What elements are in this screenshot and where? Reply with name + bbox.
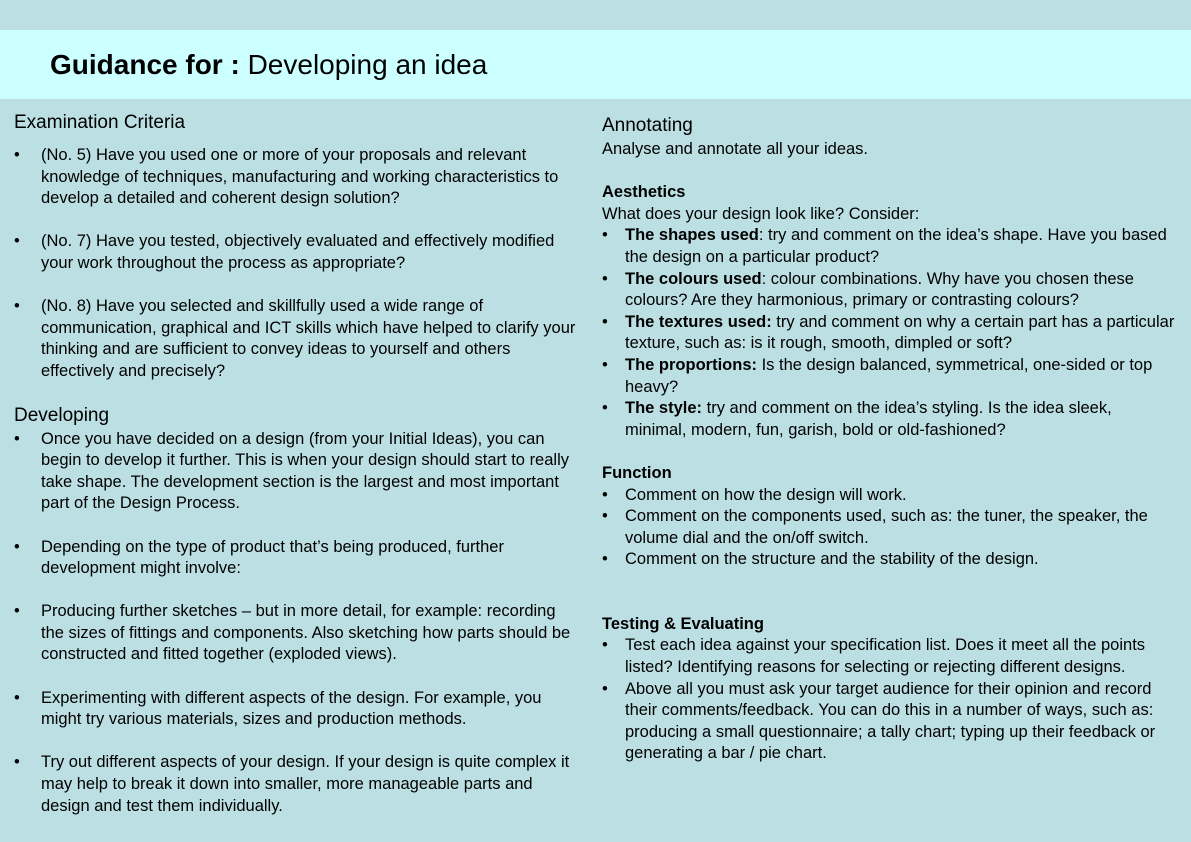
list-item: • Once you have decided on a design (from your Initial Ideas), you can begin to develop it further. This is when your design should start to really take shape. The development section is the largest and most important part of the Design Process.: [14, 429, 569, 513]
list-item: • (No. 7) Have you tested, objectively evaluated and effectively modified your work throughout the process as appropriate?: [14, 232, 555, 272]
bullet-icon: •: [14, 537, 20, 556]
bullet-icon: •: [14, 753, 20, 772]
page-title: Guidance for : Developing an idea: [50, 49, 488, 80]
bullet-icon: •: [14, 297, 20, 316]
list-item: • Producing further sketches – but in more detail, for example: recording the sizes of fittings and components. Also sketching how parts should be constructed and fitted together (exploded views).: [14, 602, 571, 664]
bullet-icon: •: [602, 679, 608, 698]
list-item: • The style: try and comment on the idea’s styling. Is the idea sleek, minimal, modern, fun, garish, bold or old-fashioned?: [602, 399, 1112, 439]
bullet-icon: •: [14, 602, 20, 621]
function-heading: Function: [602, 463, 672, 482]
list-item: • The colours used: colour combinations. Why have you chosen these colours? Are they harmonious, primary or contrasting colours?: [602, 269, 1134, 310]
list-item: • Test each idea against your specification list. Does it meet all the points listed? Identifying reasons for selecting or rejecting different designs.: [602, 636, 1146, 677]
annotating-heading: Annotating: [602, 115, 693, 136]
right-column: [602, 115, 1177, 765]
aesthetics-list: [602, 225, 1177, 441]
bullet-icon: •: [14, 688, 20, 707]
bullet-icon: •: [602, 226, 608, 245]
bullet-icon: •: [14, 146, 20, 164]
list-item: • Comment on the structure and the stability of the design.: [602, 549, 1177, 571]
list-item: • Comment on how the design will work.: [602, 485, 1177, 507]
annotating-text: Analyse and annotate all your ideas.: [602, 140, 869, 158]
list-item: • (No. 8) Have you selected and skillfully used a wide range of communication, graphical and ICT skills which have helped to clarify your thinking and are sufficient to convey ideas to yourself and others effectively and precisely?: [14, 297, 576, 380]
bullet-icon: •: [14, 429, 20, 448]
list-item: • The textures used: try and comment on why a certain part has a particular texture, such as: is it rough, smooth, dimpled or soft?: [602, 312, 1175, 353]
bullet-icon: •: [602, 399, 608, 418]
bullet-icon: •: [14, 232, 20, 251]
left-column: [14, 112, 579, 817]
bullet-icon: •: [602, 269, 608, 288]
bullet-icon: •: [602, 312, 608, 331]
list-item: • Comment on the components used, such as: the tuner, the speaker, the volume dial and the on/off switch.: [602, 507, 1148, 547]
list-item: • Depending on the type of product that’s being produced, further development might involve:: [14, 537, 504, 578]
aesthetics-intro: What does your design look like? Consider:: [602, 204, 920, 223]
aesthetics-heading: Aesthetics: [602, 183, 686, 202]
list-item: • Above all you must ask your target audience for their opinion and record their comments/feedback. You can do this in a number of ways, such as: producing a small questionnaire; a tally chart; typing up their feedback or generating a bar / pie chart.: [602, 679, 1156, 763]
list-item: • The shapes used: try and comment on the idea’s shape. Have you based the design on a particular product?: [602, 226, 1167, 266]
list-item: • Experimenting with different aspects of the design. For example, you might try various materials, sizes and production methods.: [14, 688, 542, 729]
bullet-icon: •: [602, 485, 608, 504]
bullet-icon: •: [602, 550, 608, 569]
criteria-heading: Examination Criteria: [14, 112, 186, 133]
list-item: • The proportions: Is the design balanced, symmetrical, one-sided or top heavy?: [602, 355, 1153, 396]
bullet-icon: •: [602, 355, 608, 374]
testing-heading: Testing & Evaluating: [602, 614, 764, 633]
developing-heading: Developing: [14, 404, 110, 426]
developing-list: [14, 429, 579, 818]
bullet-icon: •: [602, 507, 608, 526]
criteria-list: [14, 145, 579, 383]
list-item: • Try out different aspects of your design. If your design is quite complex it may help to break it down into smaller, more manageable parts and design and test them individually.: [14, 753, 570, 815]
list-item: • (No. 5) Have you used one or more of your proposals and relevant knowledge of techniques, manufacturing and working characteristics to develop a detailed and coherent design solution?: [14, 146, 559, 208]
testing-list: [602, 635, 1177, 765]
function-list: [602, 485, 1177, 571]
bullet-icon: •: [602, 636, 608, 655]
